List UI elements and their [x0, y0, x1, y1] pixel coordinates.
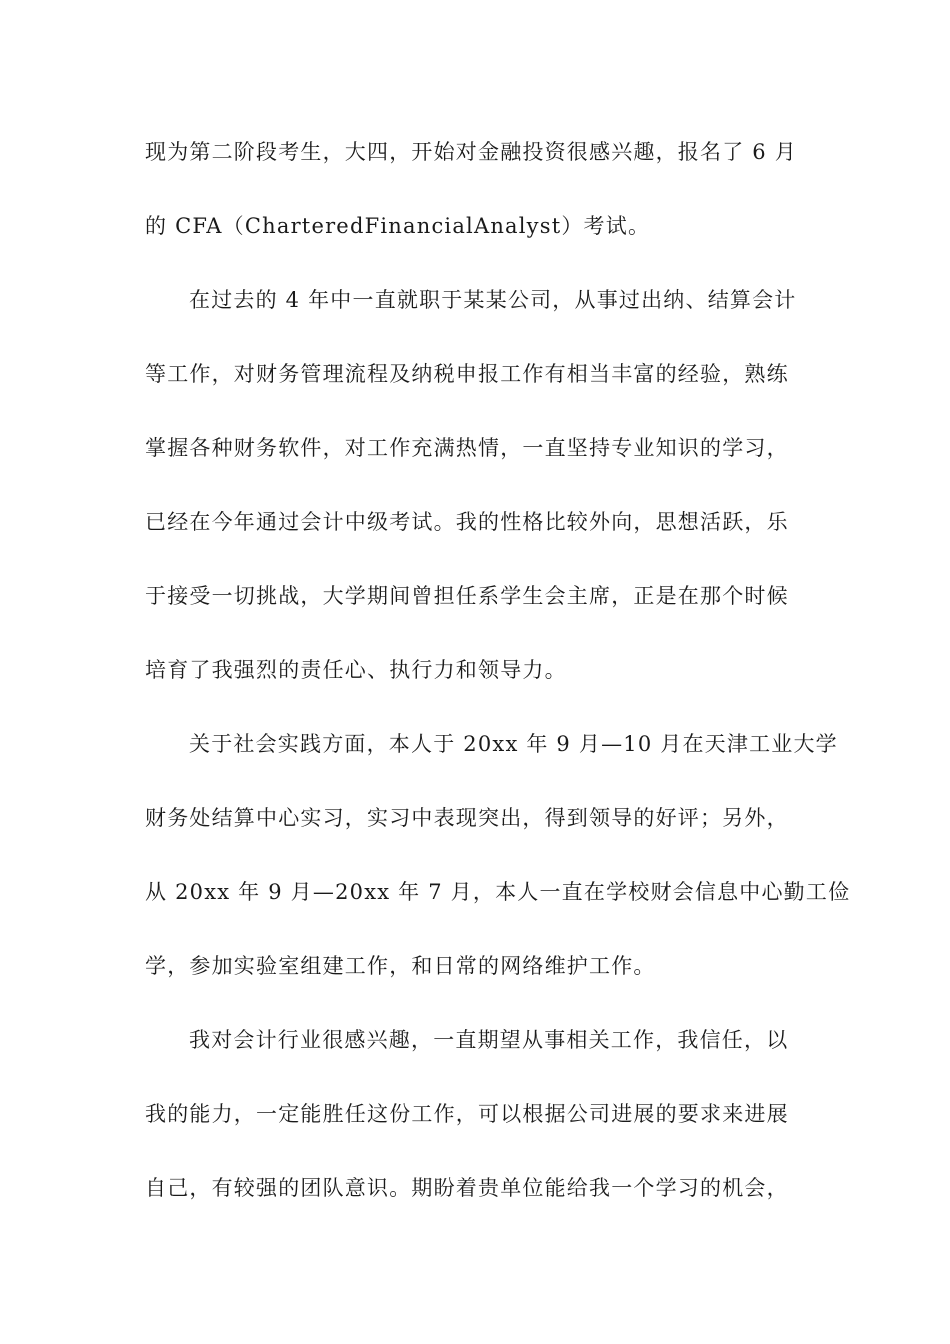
document-body: [145, 130, 851, 1240]
text-line: 财务处结算中心实习，实习中表现突出，得到领导的好评；另外，: [145, 806, 789, 830]
text-line: 的 CFA（CharteredFinancialAnalyst）考试。: [145, 214, 651, 238]
text-line: 培育了我强烈的责任心、执行力和领导力。: [145, 658, 567, 682]
text-line: 已经在今年通过会计中级考试。我的性格比较外向，思想活跃，乐: [145, 510, 789, 534]
text-line: 从 20xx 年 9 月—20xx 年 7 月，本人一直在学校财会信息中心勤工俭: [145, 880, 851, 904]
text-line: 掌握各种财务软件，对工作充满热情，一直坚持专业知识的学习，: [145, 436, 789, 460]
text-line: 自己，有较强的团队意识。期盼着贵单位能给我一个学习的机会，: [145, 1176, 789, 1200]
text-line: 等工作，对财务管理流程及纳税申报工作有相当丰富的经验，熟练: [145, 362, 789, 386]
text-line: 现为第二阶段考生，大四，开始对金融投资很感兴趣，报名了 6 月: [145, 140, 797, 164]
paragraph-start-line: 在过去的 4 年中一直就职于某某公司，从事过出纳、结算会计: [189, 288, 797, 312]
text-line: 我的能力，一定能胜任这份工作，可以根据公司进展的要求来进展: [145, 1102, 789, 1126]
text-line: 学，参加实验室组建工作，和日常的网络维护工作。: [145, 954, 656, 978]
text-line: 于接受一切挑战，大学期间曾担任系学生会主席，正是在那个时候: [145, 584, 789, 608]
paragraph-start-line: 我对会计行业很感兴趣，一直期望从事相关工作，我信任，以: [189, 1028, 789, 1052]
paragraph-start-line: 关于社会实践方面，本人于 20xx 年 9 月—10 月在天津工业大学: [189, 732, 838, 756]
